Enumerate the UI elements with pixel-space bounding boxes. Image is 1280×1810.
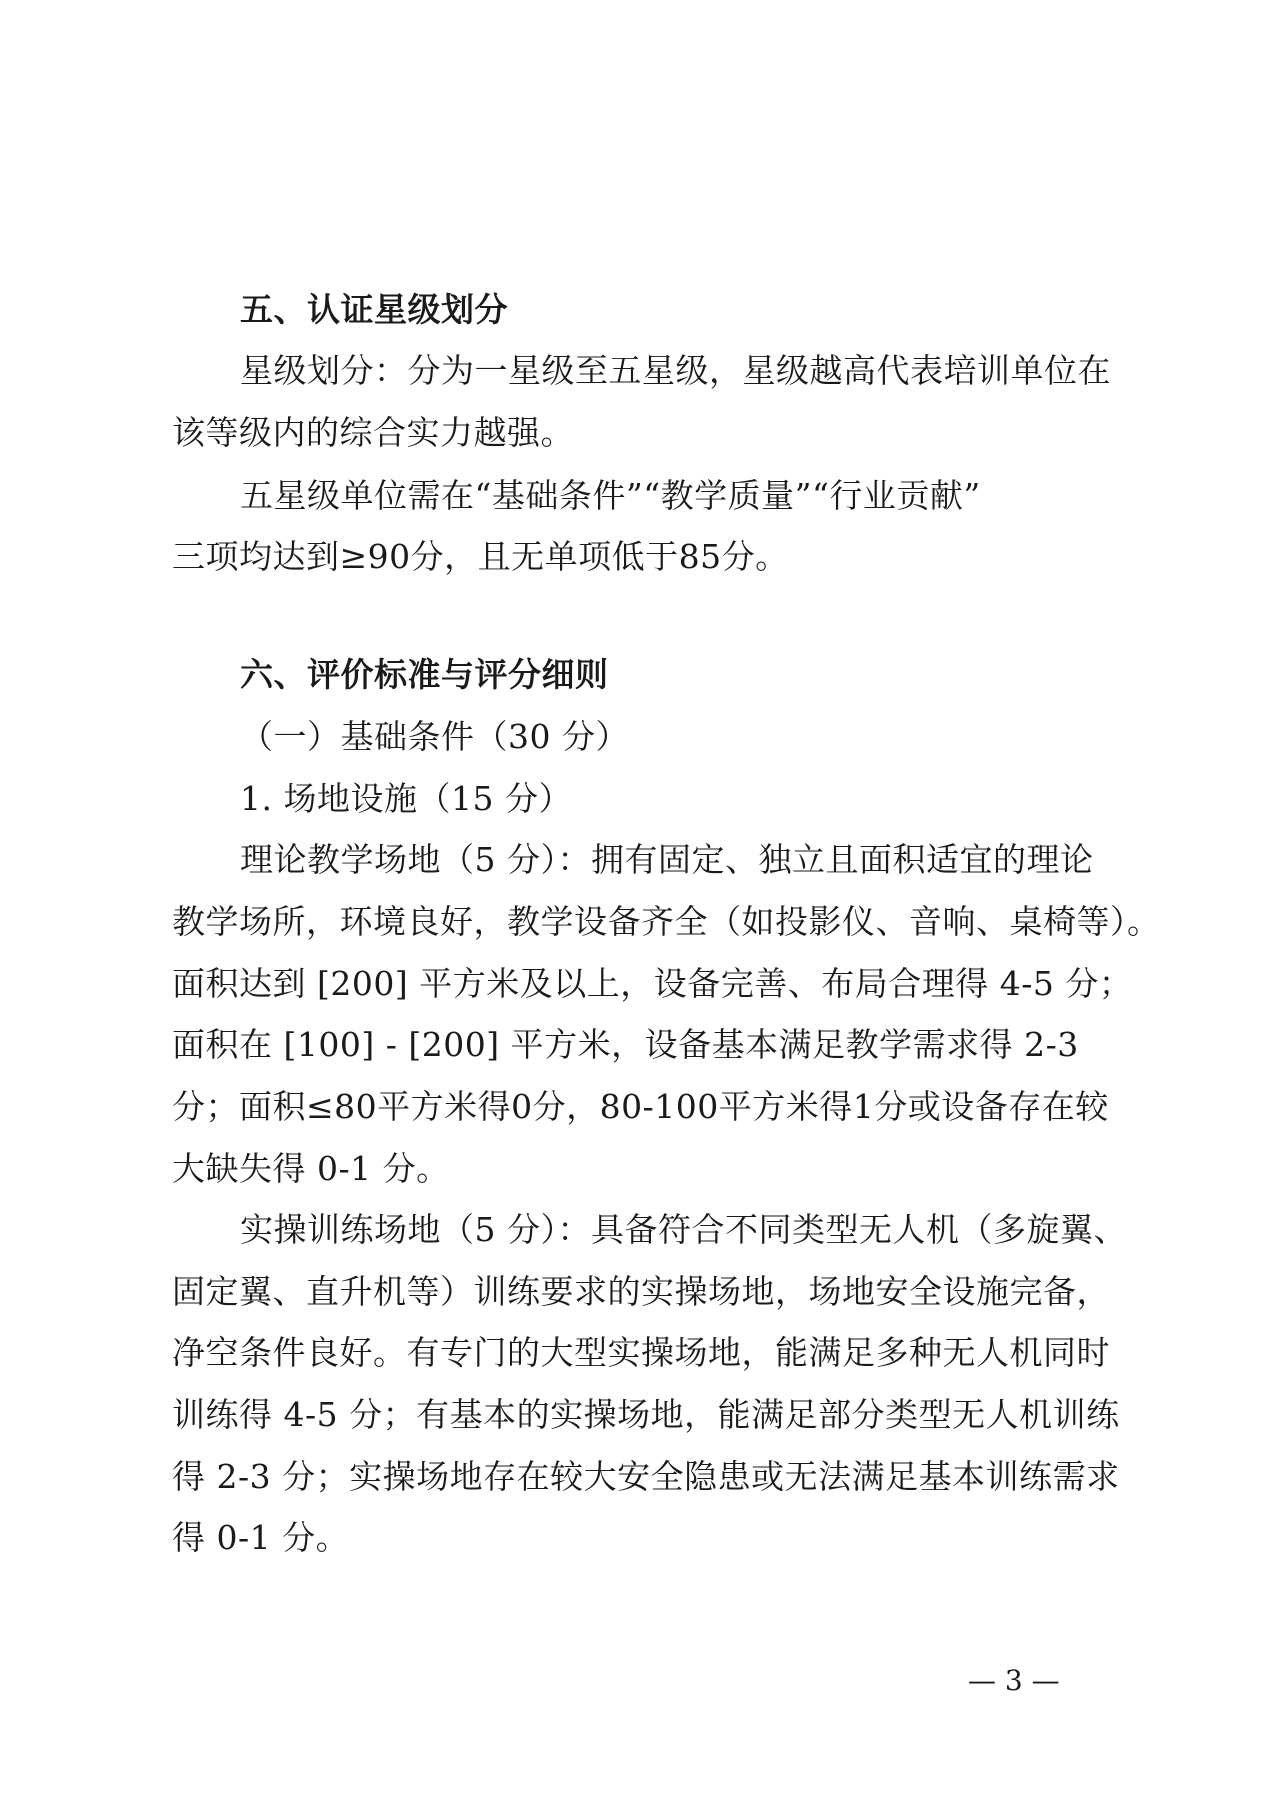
practice-venue-paragraph-line: 得 0-1 分。 — [172, 1518, 350, 1557]
page-number: — 3 — — [968, 1664, 1060, 1697]
practice-venue-paragraph-line: 固定翼、直升机等）训练要求的实操场地，场地安全设施完备， — [172, 1272, 1110, 1311]
theory-venue-paragraph-line: 教学场所，环境良好，教学设备齐全（如投影仪、音响、桌椅等）。 — [172, 902, 1161, 941]
theory-venue-paragraph-line: 大缺失得 0-1 分。 — [172, 1149, 450, 1188]
theory-venue-paragraph-line: 面积达到 [200] 平方米及以上，设备完善、布局合理得 4-5 分； — [172, 964, 1133, 1003]
practice-venue-paragraph-line: 训练得 4-5 分；有基本的实操场地，能满足部分类型无人机训练 — [172, 1395, 1120, 1434]
subsection-heading: （一）基础条件（30 分） — [240, 717, 629, 756]
section-5-heading: 五、认证星级划分 — [240, 290, 508, 329]
star-rating-paragraph-line: 该等级内的综合实力越强。 — [172, 413, 574, 452]
theory-venue-paragraph-line: 面积在 [100] - [200] 平方米，设备基本满足教学需求得 2-3 — [172, 1025, 1079, 1064]
theory-venue-paragraph-line: 分；面积≤80平方米得0分，80-100平方米得1分或设备存在较 — [172, 1087, 1109, 1126]
section-6-heading: 六、评价标准与评分细则 — [240, 655, 609, 694]
practice-venue-paragraph-line: 净空条件良好。有专门的大型实操场地，能满足多种无人机同时 — [172, 1333, 1110, 1372]
five-star-paragraph-line: 五星级单位需在“基础条件”“教学质量”“行业贡献” — [240, 476, 981, 515]
practice-venue-paragraph-line: 得 2-3 分；实操场地存在较大安全隐患或无法满足基本训练需求 — [172, 1457, 1120, 1496]
item-heading: 1. 场地设施（15 分） — [240, 779, 572, 818]
theory-venue-paragraph-line: 理论教学场地（5 分）：拥有固定、独立且面积适宜的理论 — [240, 840, 1094, 879]
practice-venue-paragraph-line: 实操训练场地（5 分）：具备符合不同类型无人机（多旋翼、 — [240, 1210, 1127, 1249]
star-rating-paragraph-line: 星级划分：分为一星级至五星级，星级越高代表培训单位在 — [240, 351, 1111, 390]
five-star-paragraph-line: 三项均达到≥90分，且无单项低于85分。 — [172, 537, 789, 576]
